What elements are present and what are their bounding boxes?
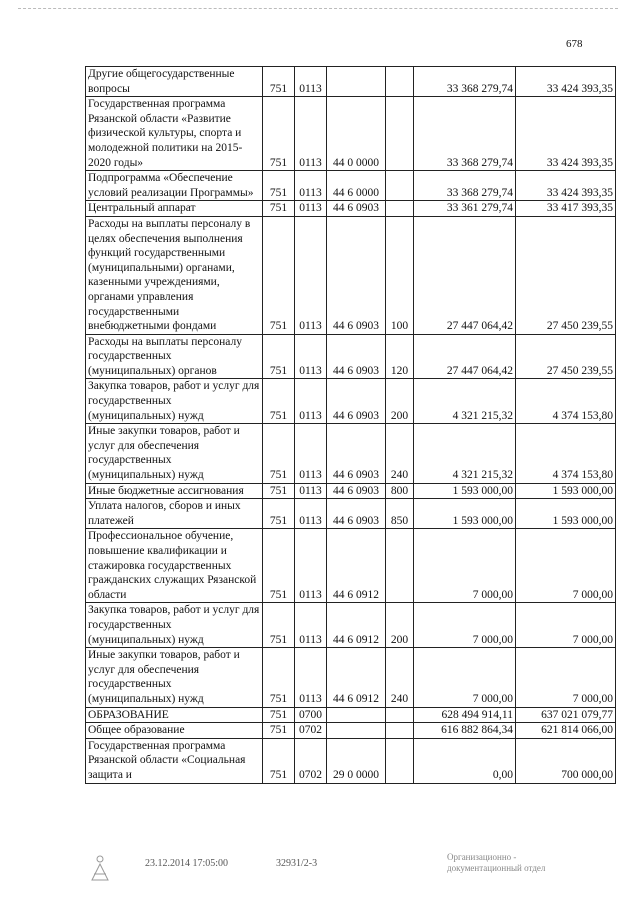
table-row: [86, 723, 616, 739]
row-razdel: 0113: [295, 424, 327, 483]
row-target-article: 44 6 0903: [327, 379, 386, 424]
row-target-article: 44 6 0903: [327, 334, 386, 379]
row-name: Общее образование: [86, 723, 263, 739]
table-row: [86, 603, 616, 648]
row-name: Другие общегосударственные вопросы: [86, 67, 263, 97]
row-amount-2016: 4 374 153,80: [516, 379, 616, 424]
row-razdel: 0702: [295, 723, 327, 739]
row-ved: 751: [263, 97, 295, 171]
footer-datetime: 23.12.2014 17:05:00: [145, 858, 229, 869]
row-ved: 751: [263, 379, 295, 424]
row-razdel: 0113: [295, 499, 327, 529]
row-ved: 751: [263, 707, 295, 723]
row-target-article: 44 6 0903: [327, 201, 386, 217]
row-target-article: 44 6 0903: [327, 499, 386, 529]
row-ved: 751: [263, 723, 295, 739]
table-row: [86, 171, 616, 201]
row-expense-type: [386, 738, 414, 783]
row-amount-2016: 7 000,00: [516, 648, 616, 707]
row-ved: 751: [263, 424, 295, 483]
row-razdel: 0702: [295, 738, 327, 783]
row-amount-2016: 1 593 000,00: [516, 499, 616, 529]
row-razdel: 0113: [295, 648, 327, 707]
row-ved: 751: [263, 201, 295, 217]
row-amount-2015: 33 368 279,74: [414, 171, 516, 201]
row-name: Уплата налогов, сборов и иных платежей: [86, 499, 263, 529]
row-razdel: 0113: [295, 171, 327, 201]
row-name: Расходы на выплаты персоналу государственных (муниципальных) органов: [86, 334, 263, 379]
page-number: 678: [566, 38, 583, 50]
row-razdel: 0113: [295, 379, 327, 424]
row-name: Иные бюджетные ассигнования: [86, 483, 263, 499]
row-amount-2015: 1 593 000,00: [414, 483, 516, 499]
row-name: Государственная программа Рязанской области «Социальная защита и: [86, 738, 263, 783]
row-expense-type: 200: [386, 379, 414, 424]
table-row: [86, 529, 616, 603]
budget-table: [85, 66, 616, 784]
row-amount-2015: 7 000,00: [414, 529, 516, 603]
row-razdel: 0700: [295, 707, 327, 723]
row-expense-type: [386, 171, 414, 201]
row-amount-2015: 27 447 064,42: [414, 216, 516, 334]
row-target-article: [327, 67, 386, 97]
table-row: [86, 648, 616, 707]
row-amount-2016: 33 424 393,35: [516, 171, 616, 201]
table-row: [86, 424, 616, 483]
row-ved: 751: [263, 499, 295, 529]
row-name: Закупка товаров, работ и услуг для государственных (муниципальных) нужд: [86, 379, 263, 424]
row-expense-type: 120: [386, 334, 414, 379]
row-amount-2015: 4 321 215,32: [414, 379, 516, 424]
row-razdel: 0113: [295, 603, 327, 648]
row-razdel: 0113: [295, 334, 327, 379]
row-name: Иные закупки товаров, работ и услуг для обеспечения государственных (муниципальных) нужд: [86, 424, 263, 483]
row-razdel: 0113: [295, 216, 327, 334]
row-ved: 751: [263, 334, 295, 379]
row-target-article: 44 0 0000: [327, 97, 386, 171]
row-expense-type: [386, 723, 414, 739]
row-amount-2016: 637 021 079,77: [516, 707, 616, 723]
table-row: [86, 216, 616, 334]
row-amount-2015: 4 321 215,32: [414, 424, 516, 483]
row-name: Закупка товаров, работ и услуг для государственных (муниципальных) нужд: [86, 603, 263, 648]
row-amount-2015: 33 368 279,74: [414, 97, 516, 171]
row-target-article: 44 6 0912: [327, 648, 386, 707]
row-name: Расходы на выплаты персоналу в целях обеспечения выполнения функций государственными (муниципальными) органами, казенными учреждениями, органами управления государственными внебюджетными фондами: [86, 216, 263, 334]
row-name: Подпрограмма «Обеспечение условий реализации Программы»: [86, 171, 263, 201]
row-ved: 751: [263, 529, 295, 603]
row-expense-type: [386, 67, 414, 97]
row-name: ОБРАЗОВАНИЕ: [86, 707, 263, 723]
row-target-article: 44 6 0912: [327, 529, 386, 603]
row-expense-type: [386, 201, 414, 217]
row-target-article: [327, 707, 386, 723]
footer-document-code: 32931/2-3: [276, 858, 318, 869]
row-target-article: 44 6 0903: [327, 216, 386, 334]
row-razdel: 0113: [295, 483, 327, 499]
row-amount-2016: 33 417 393,35: [516, 201, 616, 217]
table-row: [86, 499, 616, 529]
row-ved: 751: [263, 603, 295, 648]
table-row: [86, 201, 616, 217]
budget-table-body: [86, 67, 616, 784]
row-ved: 751: [263, 483, 295, 499]
row-target-article: 44 6 0912: [327, 603, 386, 648]
row-amount-2015: 1 593 000,00: [414, 499, 516, 529]
row-amount-2015: 628 494 914,11: [414, 707, 516, 723]
row-amount-2016: 33 424 393,35: [516, 97, 616, 171]
row-expense-type: 200: [386, 603, 414, 648]
table-row: [86, 334, 616, 379]
row-amount-2016: 700 000,00: [516, 738, 616, 783]
row-amount-2016: 7 000,00: [516, 603, 616, 648]
row-amount-2016: 27 450 239,55: [516, 334, 616, 379]
row-razdel: 0113: [295, 529, 327, 603]
row-ved: 751: [263, 648, 295, 707]
row-ved: 751: [263, 738, 295, 783]
row-razdel: 0113: [295, 97, 327, 171]
table-row: [86, 97, 616, 171]
row-name: Государственная программа Рязанской области «Развитие физической культуры, спорта и молодежной политики на 2015-2020 годы»: [86, 97, 263, 171]
row-expense-type: 800: [386, 483, 414, 499]
row-expense-type: 100: [386, 216, 414, 334]
row-expense-type: 850: [386, 499, 414, 529]
row-amount-2015: 7 000,00: [414, 603, 516, 648]
row-target-article: 44 6 0903: [327, 483, 386, 499]
row-name: Центральный аппарат: [86, 201, 263, 217]
row-expense-type: [386, 529, 414, 603]
row-amount-2016: 33 424 393,35: [516, 67, 616, 97]
row-ved: 751: [263, 216, 295, 334]
table-row: [86, 483, 616, 499]
row-amount-2015: 616 882 864,34: [414, 723, 516, 739]
row-amount-2015: 27 447 064,42: [414, 334, 516, 379]
row-expense-type: [386, 707, 414, 723]
emblem-stamp: [88, 852, 112, 882]
row-expense-type: [386, 97, 414, 171]
row-amount-2016: 7 000,00: [516, 529, 616, 603]
row-ved: 751: [263, 67, 295, 97]
row-target-article: [327, 723, 386, 739]
row-target-article: 44 6 0903: [327, 424, 386, 483]
row-expense-type: 240: [386, 424, 414, 483]
row-name: Профессиональное обучение, повышение квалификации и стажировка государственных гражданских служащих Рязанской области: [86, 529, 263, 603]
table-row: [86, 738, 616, 783]
scan-top-line: [18, 8, 618, 9]
table-row: [86, 379, 616, 424]
row-amount-2016: 621 814 066,00: [516, 723, 616, 739]
row-expense-type: 240: [386, 648, 414, 707]
row-razdel: 0113: [295, 67, 327, 97]
row-target-article: 44 6 0000: [327, 171, 386, 201]
row-amount-2015: 33 368 279,74: [414, 67, 516, 97]
footer-department: Организационно - документационный отдел: [447, 852, 546, 873]
table-row: [86, 67, 616, 97]
row-ved: 751: [263, 171, 295, 201]
row-amount-2015: 7 000,00: [414, 648, 516, 707]
row-amount-2016: 1 593 000,00: [516, 483, 616, 499]
row-name: Иные закупки товаров, работ и услуг для обеспечения государственных (муниципальных) нужд: [86, 648, 263, 707]
row-amount-2016: 4 374 153,80: [516, 424, 616, 483]
row-amount-2016: 27 450 239,55: [516, 216, 616, 334]
row-razdel: 0113: [295, 201, 327, 217]
row-amount-2015: 33 361 279,74: [414, 201, 516, 217]
row-target-article: 29 0 0000: [327, 738, 386, 783]
row-amount-2015: 0,00: [414, 738, 516, 783]
table-row: [86, 707, 616, 723]
